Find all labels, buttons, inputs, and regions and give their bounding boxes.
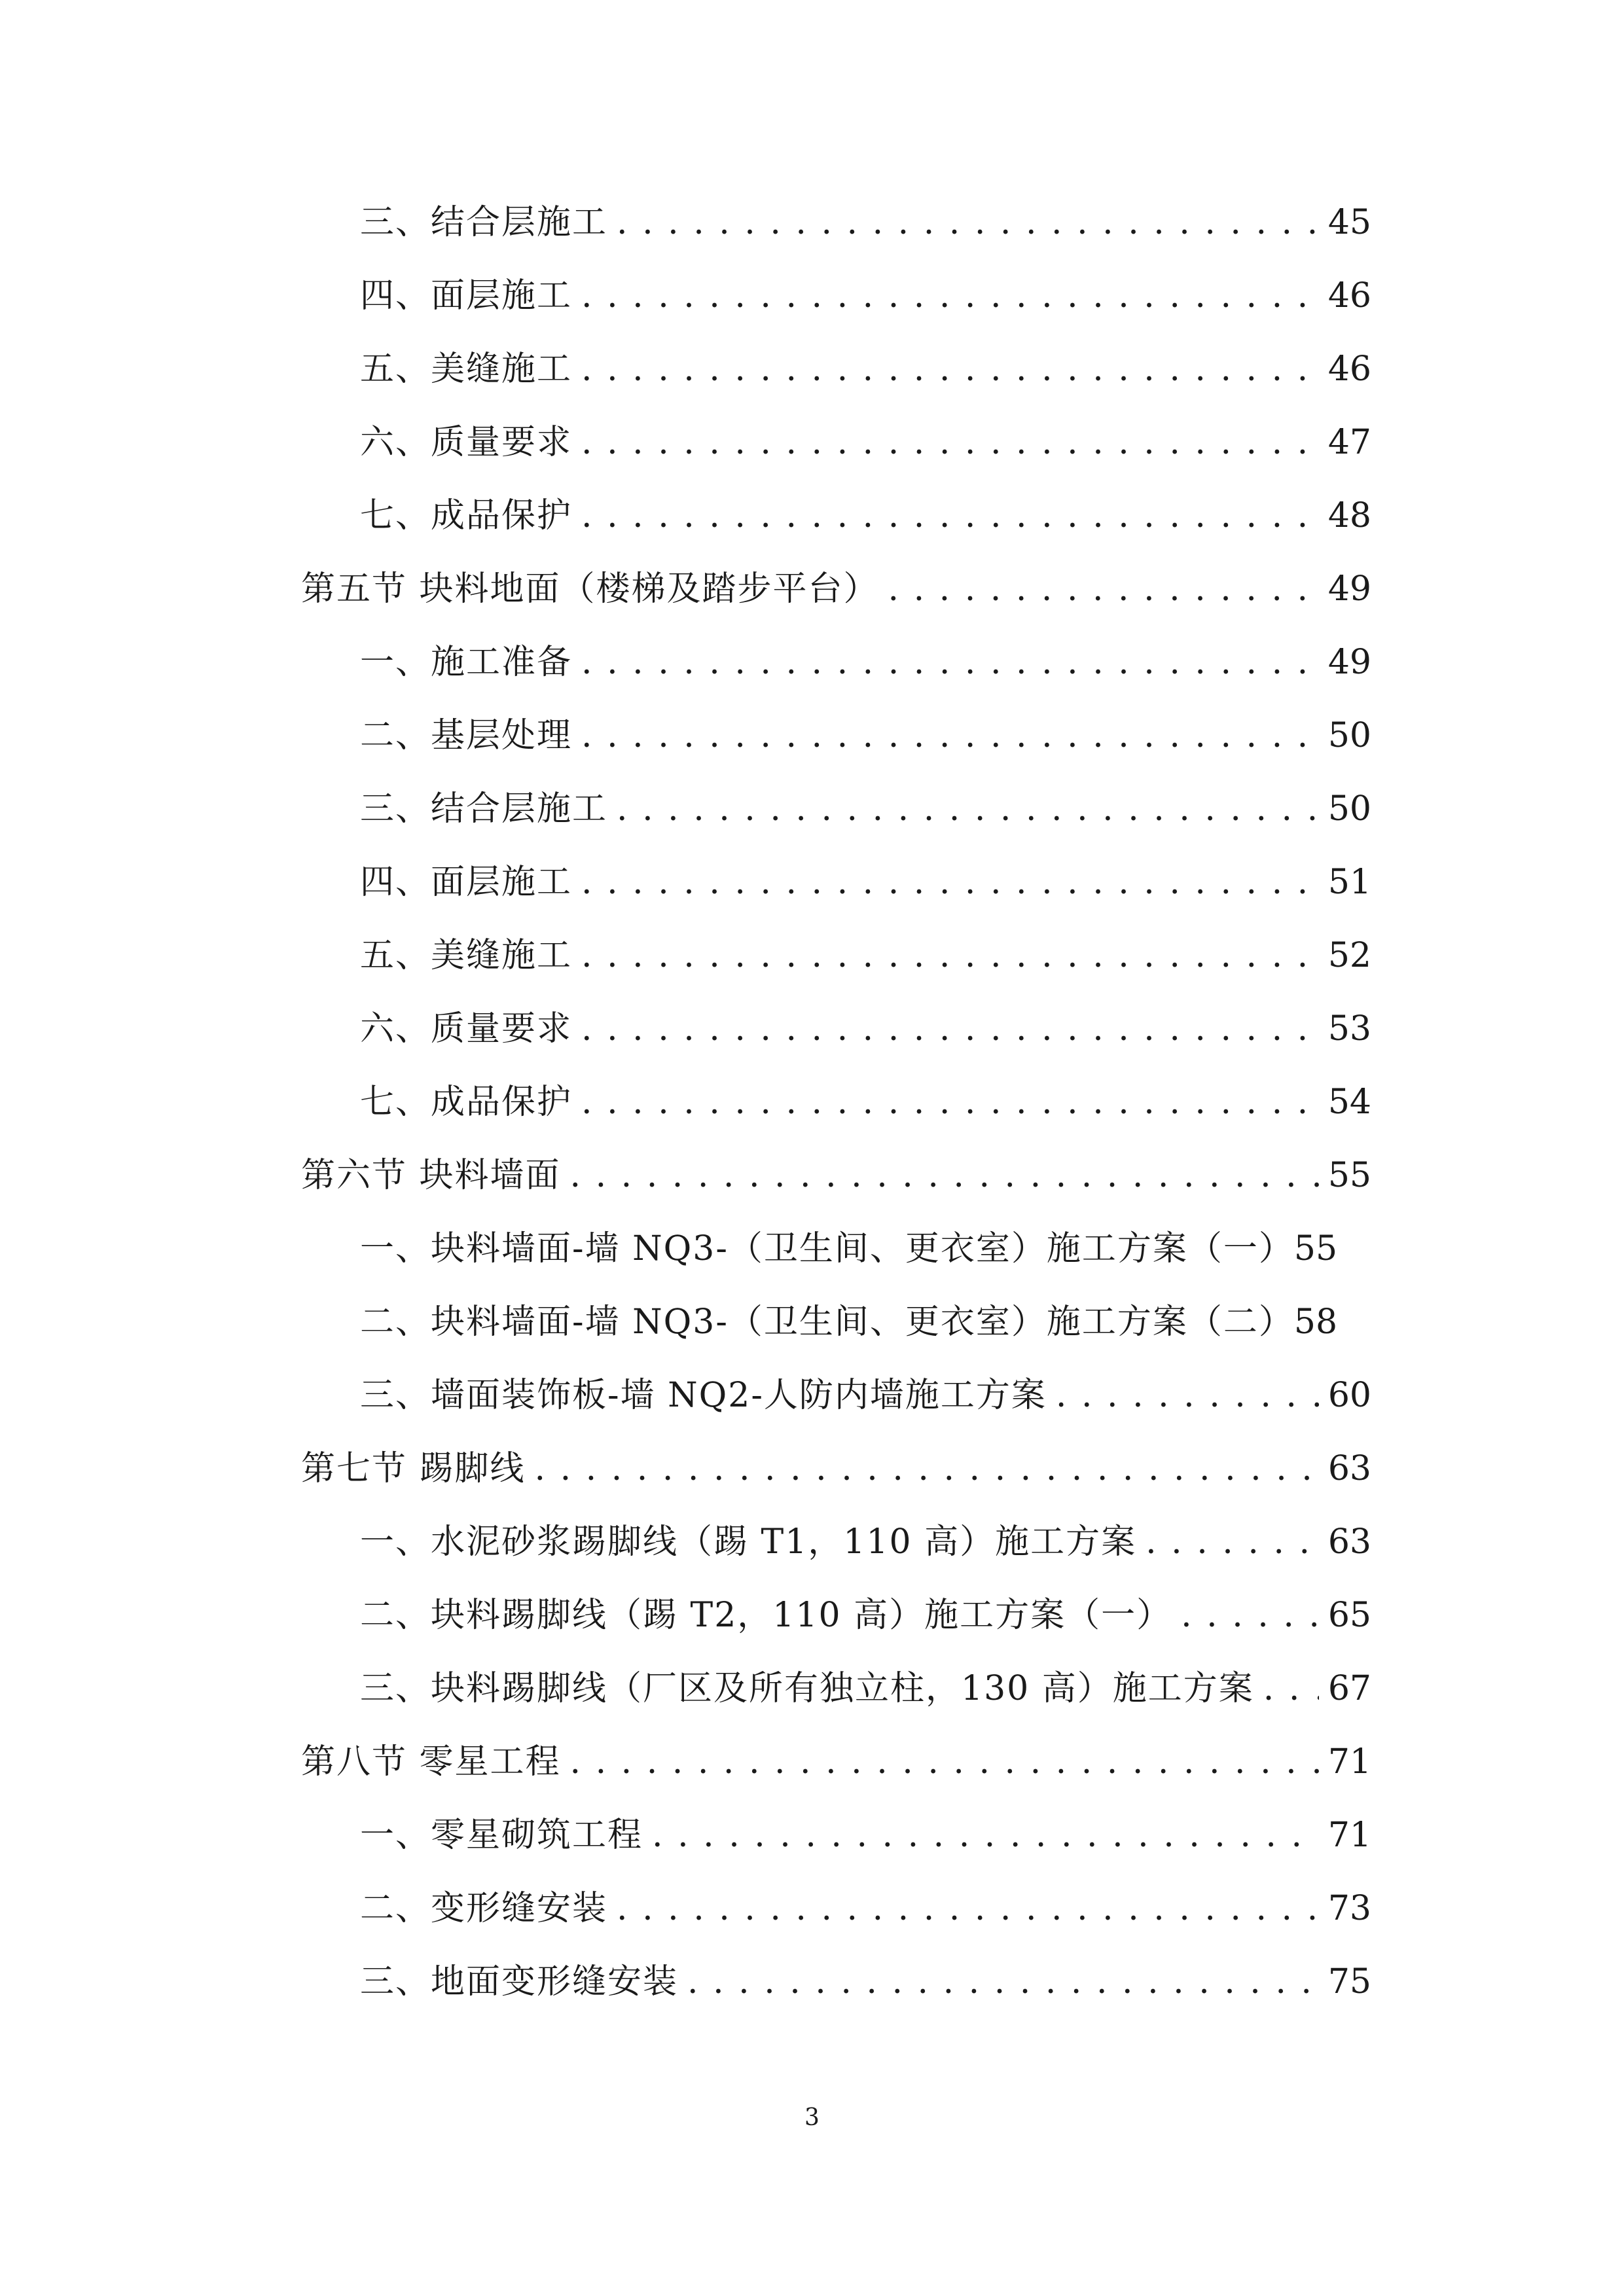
toc-entry-label: 六、质量要求 xyxy=(360,423,573,462)
toc-entry[interactable] xyxy=(360,1513,1371,1571)
toc-entry-label: 五、美缝施工 xyxy=(360,936,573,975)
toc-entry[interactable] xyxy=(360,1219,1371,1278)
toc-entry-label: 二、块料踢脚线（踢 T2，110 高）施工方案（一） xyxy=(360,1596,1172,1635)
toc-entry[interactable] xyxy=(360,706,1371,765)
toc-entry-label: 三、块料踢脚线（厂区及所有独立柱，130 高）施工方案 xyxy=(360,1669,1254,1708)
toc-entry[interactable] xyxy=(360,193,1371,252)
toc-entry-page: 71 xyxy=(1327,1816,1371,1855)
toc-entry-label: 二、变形缝安装 xyxy=(360,1889,608,1928)
toc-entry-label: 三、地面变形缝安装 xyxy=(360,1962,679,2001)
toc-entry[interactable] xyxy=(360,413,1371,472)
toc-entry-page: 52 xyxy=(1327,936,1371,975)
toc-entry-label: 第七节 踢脚线 xyxy=(301,1449,526,1488)
toc-entry-label: 六、质量要求 xyxy=(360,1009,573,1049)
page-number: 3 xyxy=(804,2104,820,2131)
toc-dot-leader xyxy=(687,1952,1319,2011)
toc-entry-label: 三、结合层施工 xyxy=(360,789,608,829)
toc-entry-page: 46 xyxy=(1327,350,1371,389)
toc-dot-leader xyxy=(1146,1513,1319,1571)
toc-entry[interactable] xyxy=(360,780,1371,838)
toc-section-entry[interactable] xyxy=(301,560,1371,619)
toc-entry[interactable] xyxy=(360,1293,1371,1352)
toc-entry-page: 71 xyxy=(1327,1742,1371,1782)
toc-entry[interactable] xyxy=(360,1952,1371,2011)
toc-entry-page: 54 xyxy=(1327,1083,1371,1122)
toc-entry[interactable] xyxy=(360,1806,1371,1865)
toc-entry-label: 一、施工准备 xyxy=(360,643,573,682)
toc-entry-label: 二、基层处理 xyxy=(360,716,573,755)
toc-entry-page: 73 xyxy=(1327,1889,1371,1928)
toc-entry-label: 三、结合层施工 xyxy=(360,203,608,242)
toc-entry-page: 50 xyxy=(1327,716,1371,755)
toc-dot-leader xyxy=(1263,1659,1319,1718)
toc-entry-page: 53 xyxy=(1327,1009,1371,1049)
toc-dot-leader xyxy=(581,486,1319,545)
toc-entry-label: 第五节 块料地面（楼梯及踏步平台） xyxy=(301,569,879,609)
toc-entry-page: 55 xyxy=(1327,1156,1371,1195)
toc-entry-label: 七、成品保护 xyxy=(360,496,573,535)
toc-entry-page: 48 xyxy=(1327,496,1371,535)
toc-dot-leader xyxy=(617,780,1319,838)
toc-dot-leader xyxy=(652,1806,1319,1865)
toc-entry-label: 第六节 块料墙面 xyxy=(301,1156,561,1195)
toc-entry[interactable] xyxy=(360,486,1371,545)
toc-dot-leader xyxy=(617,1879,1319,1938)
toc-entry[interactable] xyxy=(360,633,1371,692)
toc-entry[interactable] xyxy=(360,1879,1371,1938)
toc-entry[interactable] xyxy=(360,1586,1371,1645)
toc-section-entry[interactable] xyxy=(301,1439,1371,1498)
toc-entry-label: 二、块料墙面-墙 NQ3-（卫生间、更衣室）施工方案（二） xyxy=(360,1302,1294,1342)
toc-entry-page: 60 xyxy=(1327,1376,1371,1415)
toc-entry-label: 一、零星砌筑工程 xyxy=(360,1816,643,1855)
toc-entry[interactable] xyxy=(360,1073,1371,1132)
toc-entry-page: 63 xyxy=(1327,1522,1371,1562)
toc-entry-page: 50 xyxy=(1327,789,1371,829)
toc-entry-label: 五、美缝施工 xyxy=(360,350,573,389)
toc-dot-leader xyxy=(581,853,1319,912)
toc-entry-page: 55 xyxy=(1293,1229,1338,1268)
toc-entry[interactable] xyxy=(360,853,1371,912)
toc-dot-leader xyxy=(888,560,1319,619)
toc-dot-leader xyxy=(570,1146,1319,1205)
toc-dot-leader xyxy=(581,706,1319,765)
toc-entry-label: 七、成品保护 xyxy=(360,1083,573,1122)
toc-entry-page: 46 xyxy=(1327,276,1371,315)
toc-dot-leader xyxy=(581,926,1319,985)
toc-entry-page: 63 xyxy=(1327,1449,1371,1488)
toc-dot-leader xyxy=(581,999,1319,1058)
toc-entry-label: 四、面层施工 xyxy=(360,276,573,315)
toc-entry-label: 一、块料墙面-墙 NQ3-（卫生间、更衣室）施工方案（一） xyxy=(360,1229,1294,1268)
toc-entry-label: 一、水泥砂浆踢脚线（踢 T1，110 高）施工方案 xyxy=(360,1522,1137,1562)
toc-dot-leader xyxy=(581,633,1319,692)
toc-entry[interactable] xyxy=(360,1366,1371,1425)
toc-dot-leader xyxy=(581,340,1319,399)
toc-dot-leader xyxy=(570,1732,1319,1791)
toc-entry-page: 65 xyxy=(1327,1596,1371,1635)
toc-entry-label: 第八节 零星工程 xyxy=(301,1742,561,1782)
toc-entry-page: 45 xyxy=(1327,203,1371,242)
toc-entry[interactable] xyxy=(360,926,1371,985)
toc-entry-label: 四、面层施工 xyxy=(360,863,573,902)
toc-entry[interactable] xyxy=(360,1659,1371,1718)
toc-entry-label: 三、墙面装饰板-墙 NQ2-人防内墙施工方案 xyxy=(360,1376,1047,1415)
toc-dot-leader xyxy=(1181,1586,1319,1645)
toc-dot-leader xyxy=(535,1439,1319,1498)
toc-entry-page: 49 xyxy=(1327,643,1371,682)
toc-dot-leader xyxy=(581,266,1319,325)
toc-entry-page: 51 xyxy=(1327,863,1371,902)
toc-section-entry[interactable] xyxy=(301,1732,1371,1791)
toc-section-entry[interactable] xyxy=(301,1146,1371,1205)
toc-entry-page: 49 xyxy=(1327,569,1371,609)
toc-dot-leader xyxy=(581,1073,1319,1132)
toc-dot-leader xyxy=(581,413,1319,472)
toc-entry[interactable] xyxy=(360,266,1371,325)
toc-entry[interactable] xyxy=(360,340,1371,399)
toc-entry-page: 67 xyxy=(1327,1669,1371,1708)
toc-dot-leader xyxy=(617,193,1319,252)
toc-entry[interactable] xyxy=(360,999,1371,1058)
toc-entry-page: 58 xyxy=(1293,1302,1338,1342)
toc-entry-page: 75 xyxy=(1327,1962,1371,2001)
toc-entry-page: 47 xyxy=(1327,423,1371,462)
toc-dot-leader xyxy=(1056,1366,1319,1425)
